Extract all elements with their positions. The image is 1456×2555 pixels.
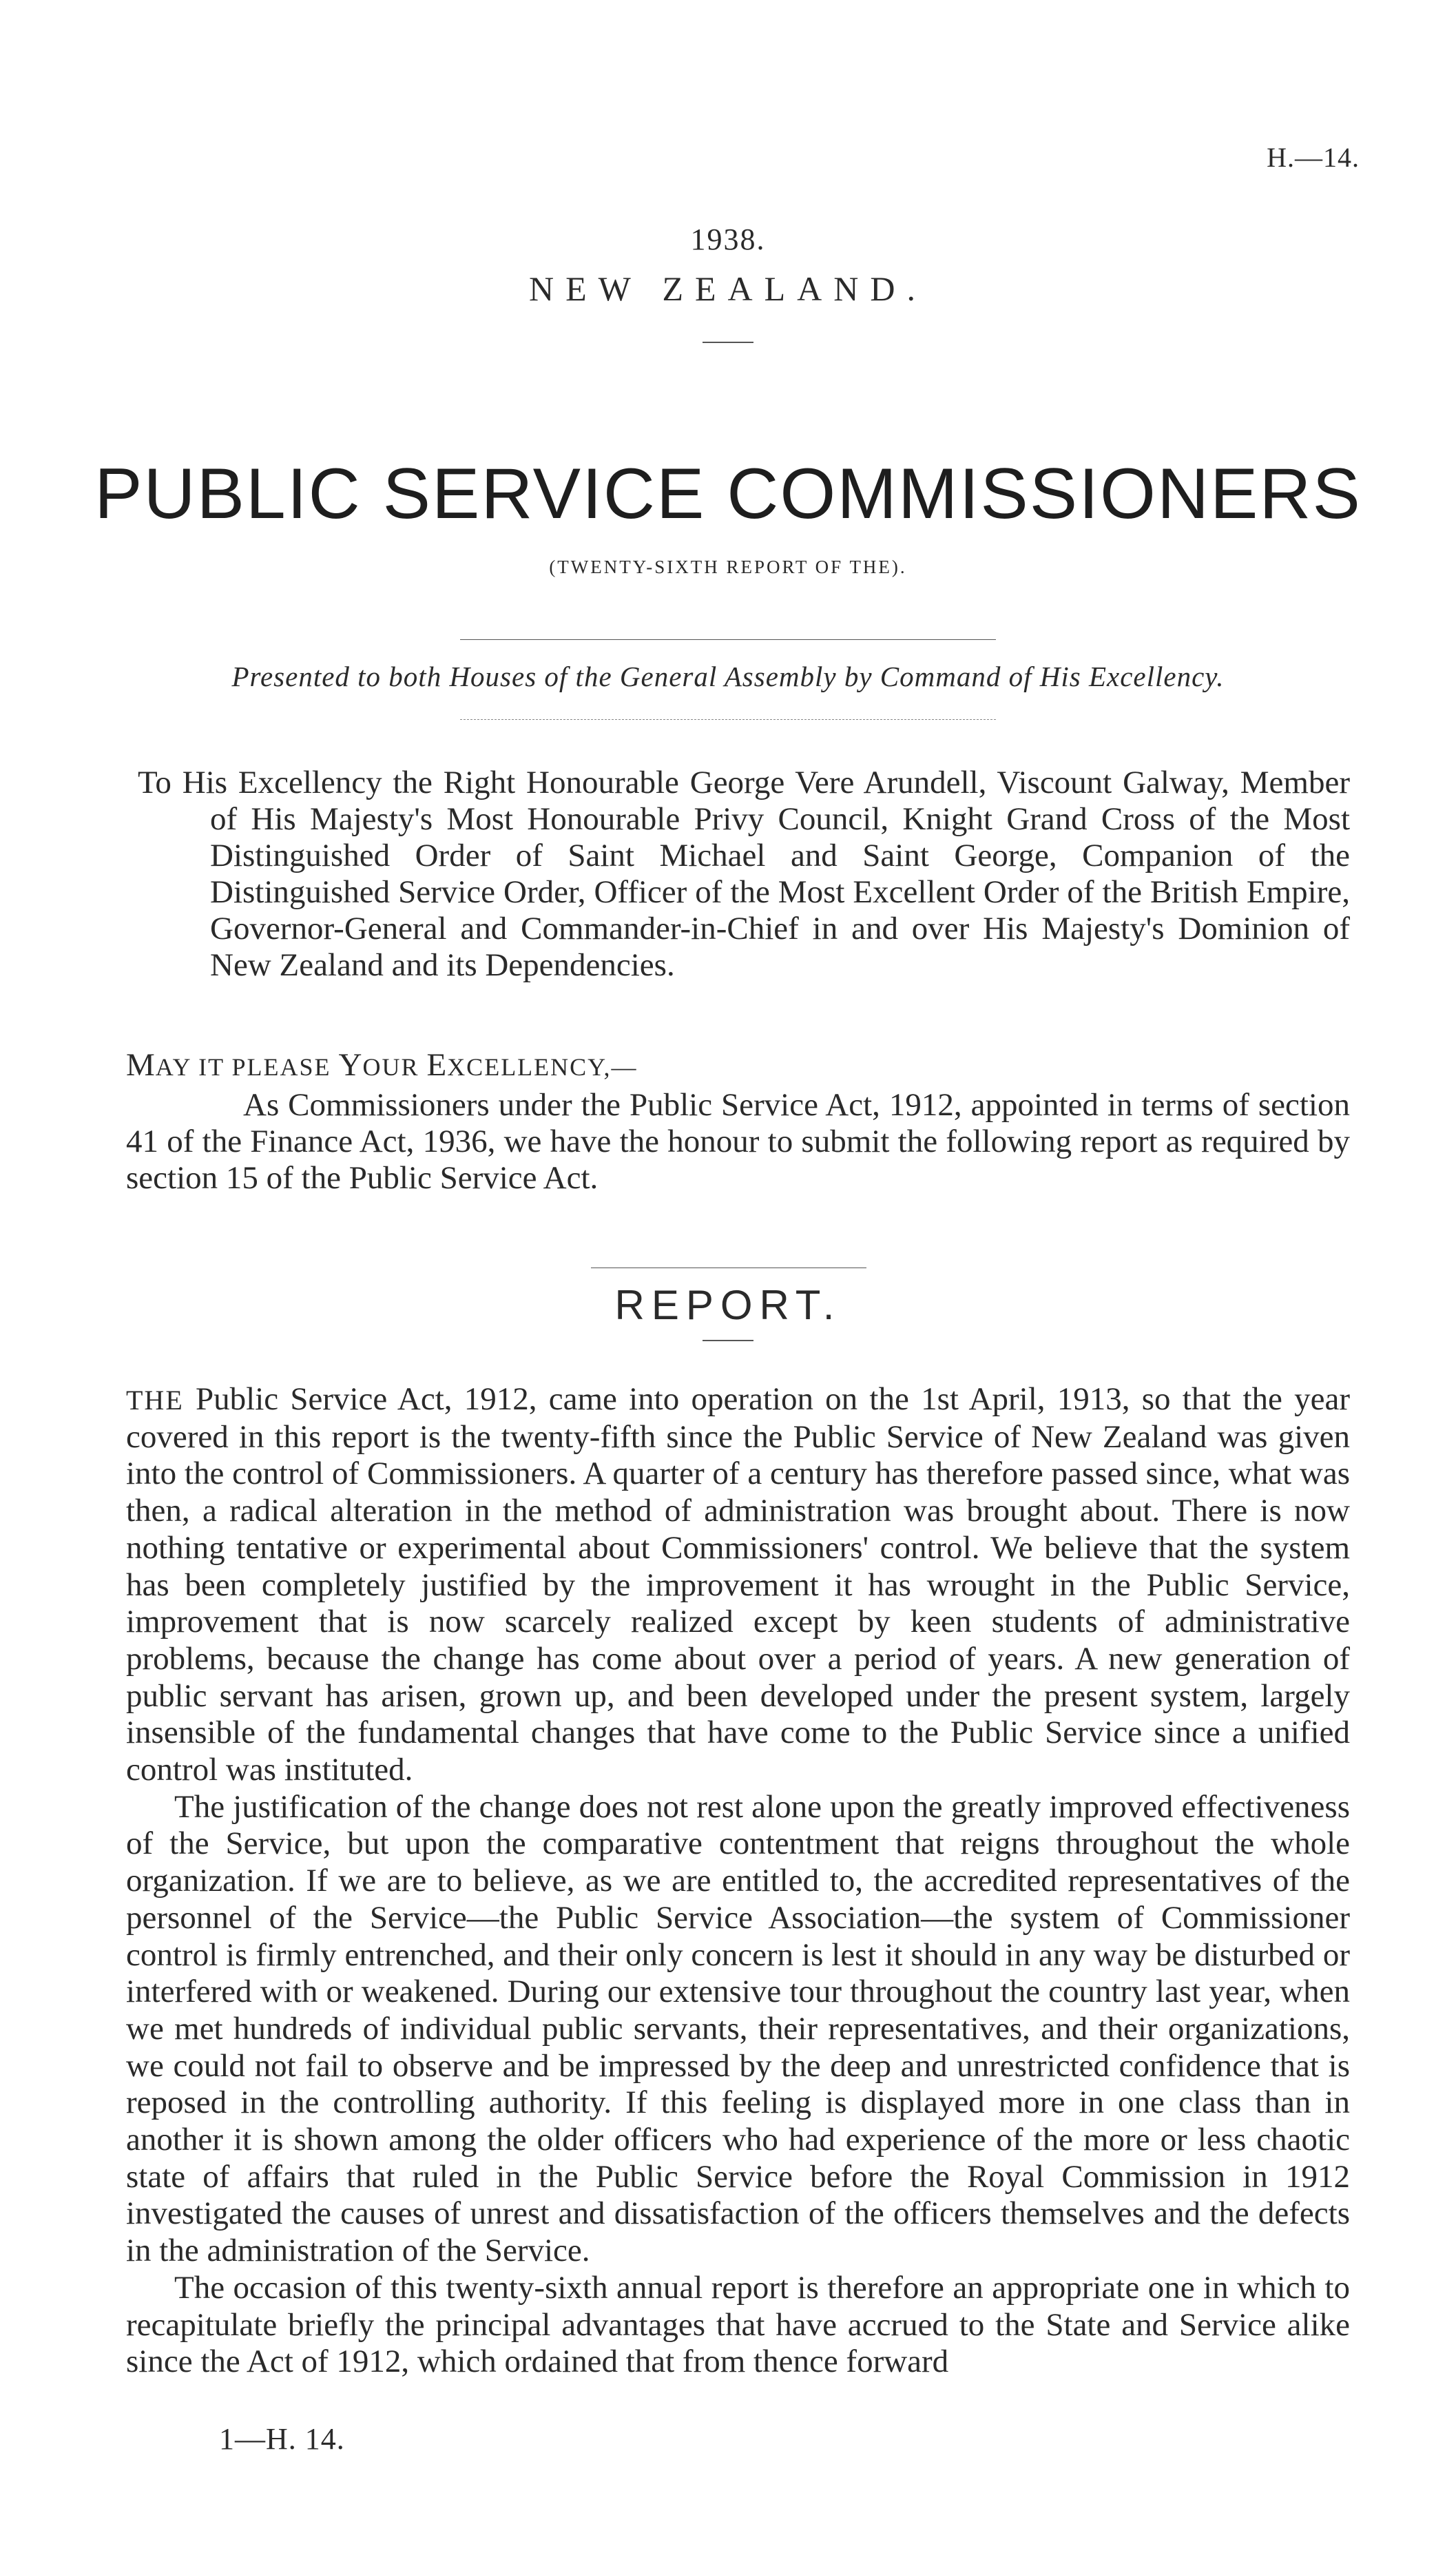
report-paragraph-1-text: Public Service Act, 1912, came into operation on the 1st April, 1913, so that the year covered in this report is the twenty-fifth since the Public Service of New Zealand was given into the control of Commissioners. A quarter of a century has therefore passed since, what was then, a radical alteration in the method of administration was brought about. There is now nothing tentative or experimental about Commissioners' control. We believe that the system has been completely justified by the improvement it has wrought in the Public Service, improvement that is now scarcely realized except by keen students of administrative problems, because the change has come about over a period of years. A new generation of public servant has arisen, grown up, and been developed under the present system, largely insensible of the fundamental changes that have come to the Public Service since a unified control was instituted. bbox=[126, 1381, 1350, 1788]
salutation-your-initial: Y bbox=[338, 1047, 363, 1083]
salutation-excellency-initial: E bbox=[426, 1047, 448, 1083]
report-body bbox=[126, 1381, 1350, 2381]
salutation bbox=[126, 1047, 638, 1086]
divider-short bbox=[703, 342, 753, 343]
document-year: 1938. bbox=[690, 223, 766, 256]
divider-rule-bottom bbox=[460, 719, 996, 720]
address-paragraph: To His Excellency the Right Honourable George Vere Arundell, Viscount Galway, Member of His Majesty's Most Honourable Privy Council, Knight Grand Cross of the Most Distinguished Order of Saint Michael and Saint George, Companion of the Distinguished Service Order, Officer of the Most Excellent Order of the British Empire, Governor-General and Commander-in-Chief in and over His Majesty's Dominion of New Zealand and its Dependencies. bbox=[138, 765, 1350, 983]
divider-after-report bbox=[703, 1340, 753, 1341]
report-paragraph-2: The justification of the change does not rest alone upon the greatly improved effectiveness of the Service, but upon the comparative contentment that reigns throughout the whole organization. If we are to believe, as we are entitled to, the accredited representatives of the personnel of the Service—the Public Service Association—the system of Commissioner control is firmly entrenched, and their only concern is lest it should in any way be disturbed or interfered with or weakened. During our extensive tour throughout the country last year, when we met hundreds of individual public servants, their representatives, and their organizations, we could not fail to observe and be impressed by the deep and unrestricted confidence that is reposed in the controlling authority. If this feeling is displayed more in one class than in another it is shown among the older officers who had experience of the more or less chaotic state of affairs that ruled in the Public Service before the Royal Commission in 1912 investigated the causes of unrest and dissatisfaction of the officers themselves and the defects in the administration of the Service. bbox=[126, 1788, 1350, 2269]
page-reference-footer: 1—H. 14. bbox=[219, 2422, 345, 2456]
report-paragraph-1 bbox=[126, 1381, 1350, 1789]
salutation-may-rest: AY IT PLEASE bbox=[155, 1053, 339, 1081]
document-subtitle: (TWENTY-SIXTH REPORT OF THE). bbox=[549, 557, 907, 577]
divider-rule-top bbox=[460, 639, 996, 640]
document-country: NEW ZEALAND. bbox=[529, 269, 927, 308]
report-first-word: THE bbox=[126, 1385, 184, 1416]
page-reference-header: H.—14. bbox=[1267, 142, 1360, 173]
report-paragraph-3: The occasion of this twenty-sixth annual report is therefore an appropriate one in which to recapitulate briefly the principal advantages that have accrued to the State and Service alike since the Act of 1912, which ordained that from thence forward bbox=[126, 2269, 1350, 2380]
presented-statement: Presented to both Houses of the General Assembly by Command of His Excellency. bbox=[231, 661, 1225, 692]
salutation-excellency-rest: XCELLENCY,— bbox=[447, 1053, 638, 1081]
salutation-your-rest: OUR bbox=[362, 1053, 427, 1081]
document-title: PUBLIC SERVICE COMMISSIONERS bbox=[94, 454, 1362, 534]
salutation-may-initial: M bbox=[126, 1047, 156, 1083]
report-heading: REPORT. bbox=[614, 1282, 842, 1328]
intro-paragraph: As Commissioners under the Public Service Act, 1912, appointed in terms of section 41 of the Finance Act, 1936, we have the honour to submit the following report as required by section 15 of the Public Service Act. bbox=[126, 1087, 1350, 1196]
